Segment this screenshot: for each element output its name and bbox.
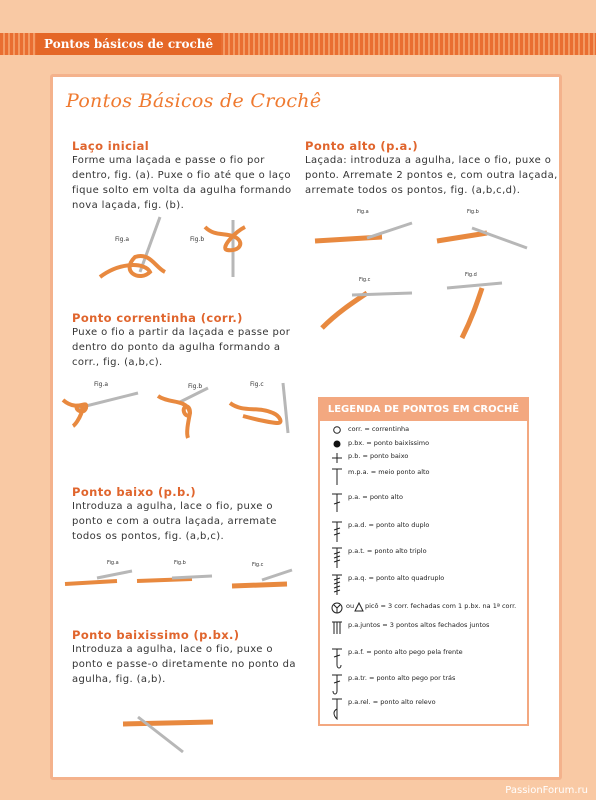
yarn-icon: [123, 722, 213, 724]
cluster-icon: [328, 621, 346, 637]
t-three-bars-icon: [328, 547, 346, 571]
fig-label: Fig.a: [115, 236, 130, 243]
hook-icon: [447, 283, 502, 288]
fig-label: Fig.a: [357, 209, 369, 215]
section-title-baixo: Ponto baixo (p.b.): [72, 485, 197, 499]
hook-icon: [97, 571, 132, 578]
fig-label: Fig.a: [107, 560, 119, 566]
yarn-icon: [437, 233, 487, 241]
hook-icon: [172, 576, 212, 578]
alto-figure: [312, 203, 537, 343]
baixo-figure: [62, 556, 302, 601]
section-title-alto: Ponto alto (p.a.): [305, 139, 419, 153]
hook-icon: [178, 388, 208, 403]
fig-label: Fig.c: [359, 277, 371, 283]
section-title-baixissimo: Ponto baixissimo (p.bx.): [72, 628, 240, 642]
hook-icon: [367, 223, 412, 238]
fig-label: Fig.b: [467, 209, 479, 215]
hook-icon: [262, 570, 292, 580]
section-text-correntinha: Puxe o fio a partir da laçada e passe por dentro do ponto da agulha formando a corr., fig. (a,b,c).: [72, 327, 291, 368]
yarn-icon: [100, 256, 165, 277]
yarn-icon: [63, 400, 86, 426]
correntinha-figure: [58, 378, 298, 448]
hook-icon: [352, 293, 412, 295]
page-header: Pontos básicos de crochê: [36, 33, 221, 55]
t-four-bars-icon: [328, 574, 346, 598]
legend-title: LEGENDA DE PONTOS EM CROCHÊ: [320, 399, 527, 421]
yarn-icon: [137, 579, 192, 581]
main-title: Pontos Básicos de Crochê: [66, 90, 322, 112]
fig-label: Fig.c: [252, 562, 264, 568]
fig-label: Fig.a: [94, 381, 109, 388]
fig-label: Fig.b: [188, 383, 203, 390]
triangle-icon: [354, 602, 364, 614]
yarn-icon: [205, 227, 245, 250]
plus-icon: [328, 452, 346, 466]
open-circle-icon: [328, 425, 346, 437]
baixissimo-figure: [118, 712, 228, 762]
picot-icon: [328, 602, 346, 616]
fig-label: Fig.b: [190, 236, 205, 243]
section-text-baixo: Introduza a agulha, lace o fio, puxe o ponto e com a outra laçada, arremate todos os pontos, fig. (a,b,c).: [72, 501, 277, 542]
yarn-icon: [158, 396, 190, 438]
fig-label: Fig.b: [174, 560, 186, 566]
section-text-laco: Forme uma laçada e passe o fio por dentro, fig. (a). Puxe o fio até que o laço fique solto em volta da agulha formando nova laçada, fig. (b).: [72, 155, 292, 211]
section-text-alto: Laçada: introduza a agulha, lace o fio, puxe o ponto. Arremate 2 pontos e, com outra laçada, arremate todos os pontos, fig. (a,b,c,d).: [305, 155, 558, 196]
filled-circle-icon: [328, 439, 346, 451]
hook-icon: [283, 383, 288, 433]
yarn-icon: [230, 403, 280, 423]
hook-icon: [472, 228, 527, 248]
yarn-icon: [232, 584, 287, 586]
t-icon: [328, 468, 346, 488]
yarn-icon: [65, 581, 117, 584]
relief-icon: [328, 698, 346, 722]
fig-label: Fig.c: [250, 381, 264, 388]
t-one-bar-icon: [328, 493, 346, 515]
t-two-bars-icon: [328, 521, 346, 545]
back-post-icon: [328, 674, 346, 698]
fig-label: Fig.d: [465, 272, 477, 278]
front-post-icon: [328, 648, 346, 672]
section-title-laco: Laço inicial: [72, 139, 150, 153]
section-text-baixissimo: Introduza a agulha, lace o fio, puxe o ponto e passe-o diretamente no ponto da agulha, fig. (a,b).: [72, 644, 296, 685]
section-title-correntinha: Ponto correntinha (corr.): [72, 311, 243, 325]
legend-box: LEGENDA DE PONTOS EM CROCHÊ corr. = correntinha p.bx. = ponto baixíssimo p.b. = ponto baixo m.p.a. = meio ponto alto p.a. = ponto alto p.a.d. = ponto alto duplo p.a.t. = ponto alto triplo p.a.q. = ponto alto quadruplo ou picô = 3 corr. fechadas com 1 p.bx. na 1ª corr. p.a.juntos = 3 pontos altos fechados juntos p.a.f. = ponto alto pego pela frente p.a.tr. = ponto alto pego por trás p.a.rel. = ponto alto relevo: [318, 397, 529, 726]
laco-figure: [95, 212, 265, 287]
watermark: PassionForum.ru: [505, 785, 588, 796]
yarn-icon: [322, 293, 367, 328]
picot-ou: ou: [346, 602, 355, 610]
yarn-icon: [462, 288, 482, 338]
